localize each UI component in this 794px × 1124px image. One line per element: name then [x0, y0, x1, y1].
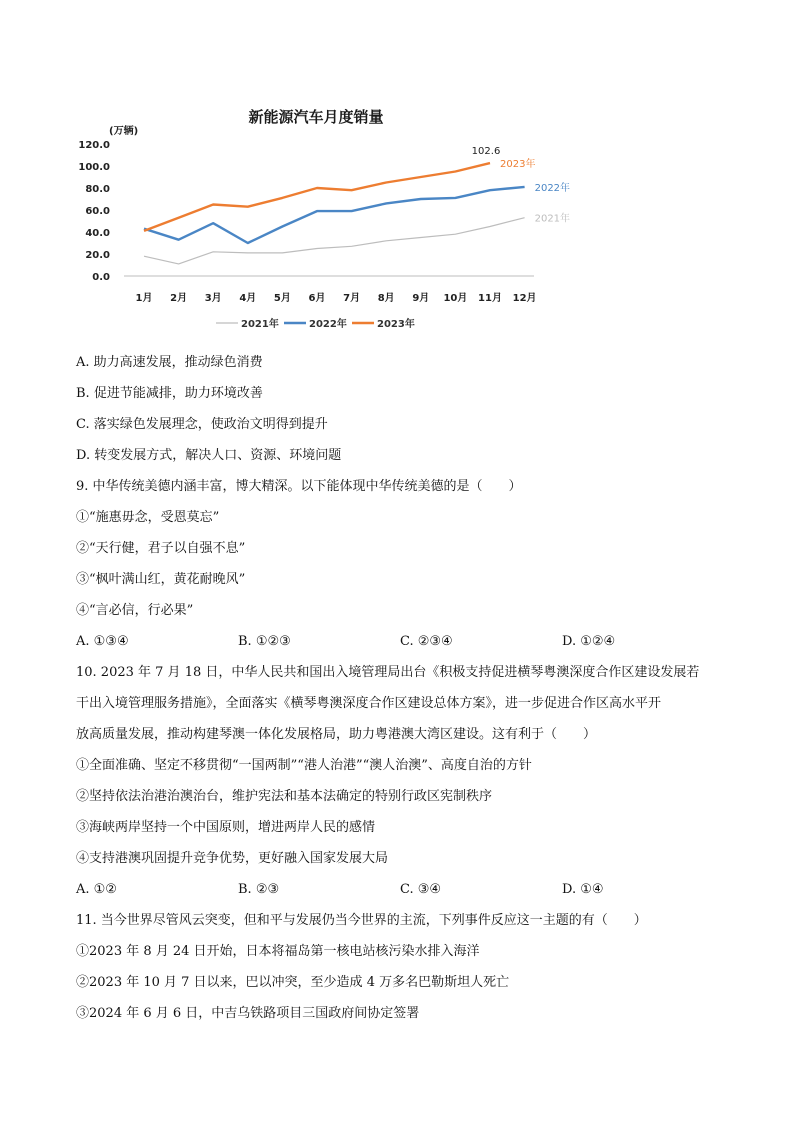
q10-stem-line-2: 干出入境管理服务措施》，全面落实《横琴粤澳深度合作区建设总体方案》，进一步促进合作区高水平开	[76, 696, 662, 711]
sales-line-chart	[76, 98, 571, 338]
x-tick-label: 8月	[377, 293, 395, 304]
legend-label: 2023年	[377, 319, 415, 330]
q10-item-2: ②坚持依法治港治澳治台，维护宪法和基本法确定的特别行政区宪制秩序	[76, 789, 493, 804]
chart-legend	[216, 317, 415, 330]
series-line-2022年	[144, 187, 525, 243]
q10-option-c: C. ③④	[400, 882, 442, 897]
q10-option-d: D. ①④	[562, 882, 604, 897]
x-tick-label: 4月	[239, 293, 257, 304]
x-tick-label: 3月	[204, 293, 222, 304]
y-tick-label: 120.0	[78, 140, 110, 151]
series-end-label: 2022年	[534, 182, 571, 194]
series-lines	[144, 163, 525, 264]
q10-stem-line-1: 10. 2023 年 7 月 18 日，中华人民共和国出入境管理局出台《积极支持促进横琴粤澳深度合作区建设发展若	[76, 665, 700, 680]
series-line-2023年	[144, 163, 490, 231]
y-tick-labels	[78, 140, 110, 283]
y-axis-unit: (万辆)	[109, 126, 139, 137]
q8-option-d: D. 转变发展方式，解决人口、资源、环境问题	[76, 448, 342, 463]
y-tick-label: 0.0	[92, 272, 110, 283]
q9-item-2: ②“天行健，君子以自强不息”	[76, 541, 246, 556]
series-end-labels	[500, 157, 570, 225]
x-tick-label: 11月	[478, 293, 502, 304]
legend-label: 2021年	[241, 319, 279, 330]
x-tick-labels	[136, 291, 537, 304]
x-tick-label: 12月	[512, 293, 537, 304]
q9-option-a: A. ①③④	[76, 634, 129, 649]
q10-item-3: ③海峡两岸坚持一个中国原则，增进两岸人民的感情	[76, 820, 376, 835]
q10-item-1: ①全面准确、坚定不移贯彻“一国两制”“港人治港”“澳人治澳”、高度自治的方针	[76, 758, 532, 773]
q11-item-1: ①2023 年 8 月 24 日开始，日本将福岛第一核电站核污染水排入海洋	[76, 944, 480, 959]
q9-option-c: C. ②③④	[400, 634, 453, 649]
q8-option-a: A. 助力高速发展，推动绿色消费	[76, 355, 263, 370]
q10-option-b: B. ②③	[238, 882, 280, 897]
peak-data-label: 102.6	[471, 146, 501, 157]
q10-item-4: ④支持港澳巩固提升竞争优势，更好融入国家发展大局	[76, 851, 389, 866]
q9-stem: 9. 中华传统美德内涵丰富，博大精深。以下能体现中华传统美德的是（ ）	[76, 479, 522, 494]
q11-item-2: ②2023 年 10 月 7 日以来，巴以冲突，至少造成 4 万多名巴勒斯坦人死亡	[76, 975, 510, 990]
q8-option-b: B. 促进节能减排，助力环境改善	[76, 386, 263, 401]
chart-title: 新能源汽车月度销量	[248, 108, 384, 126]
x-tick-label: 6月	[308, 293, 326, 304]
x-tick-label: 9月	[412, 293, 430, 304]
y-tick-label: 100.0	[78, 162, 110, 173]
legend-label: 2022年	[309, 319, 347, 330]
y-tick-label: 20.0	[85, 250, 110, 261]
q9-option-d: D. ①②④	[562, 634, 616, 649]
y-tick-label: 60.0	[85, 206, 110, 217]
series-line-2021年	[144, 218, 525, 264]
q8-option-c: C. 落实绿色发展理念，使政治文明得到提升	[76, 417, 328, 432]
y-tick-label: 80.0	[85, 184, 110, 195]
x-tick-label: 1月	[135, 293, 153, 304]
q9-item-4: ④“言必信，行必果”	[76, 603, 194, 618]
q11-stem: 11. 当今世界尽管风云突变，但和平与发展仍当今世界的主流，下列事件反应这一主题的有（ ）	[76, 913, 647, 928]
series-end-label: 2021年	[534, 213, 571, 225]
x-tick-label: 10月	[443, 293, 468, 304]
q10-option-a: A. ①②	[76, 882, 117, 897]
series-end-label: 2023年	[500, 159, 536, 171]
q9-option-b: B. ①②③	[238, 634, 291, 649]
x-tick-label: 2月	[170, 293, 188, 304]
q9-item-1: ①“施惠毋念，受恩莫忘”	[76, 510, 220, 525]
y-tick-label: 40.0	[85, 228, 110, 239]
q9-item-3: ③“枫叶满山红，黄花耐晚风”	[76, 572, 246, 587]
x-tick-label: 5月	[273, 293, 291, 304]
x-tick-label: 7月	[343, 293, 361, 304]
q11-item-3: ③2024 年 6 月 6 日，中吉乌铁路项目三国政府间协定签署	[76, 1006, 420, 1021]
q10-stem-line-3: 放高质量发展，推动构建琴澳一体化发展格局，助力粤港澳大湾区建设。这有利于（ ）	[76, 727, 597, 742]
